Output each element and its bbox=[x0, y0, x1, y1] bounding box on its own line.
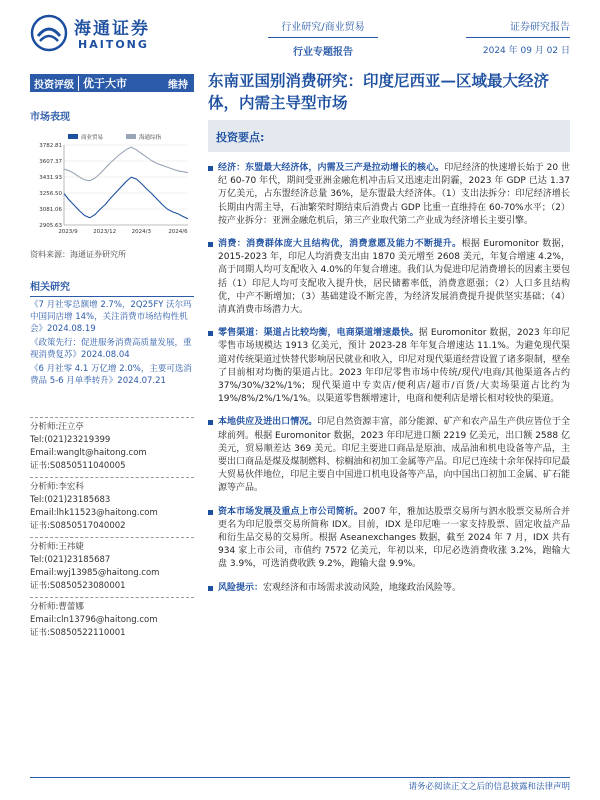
main-content bbox=[208, 70, 570, 595]
market-chart-svg bbox=[30, 131, 194, 241]
analyst-tel: Tel:(021)23185683 bbox=[30, 495, 111, 505]
legend-label: 商业贸易 bbox=[81, 135, 104, 141]
key-point-economy bbox=[208, 162, 570, 228]
x-tick-label: 2023/12 bbox=[93, 229, 117, 235]
report-category-block bbox=[268, 18, 378, 58]
key-point-risk bbox=[208, 582, 570, 595]
analyst-cert: 证书:S0850511040005 bbox=[30, 461, 126, 471]
rating-action: 维持 bbox=[168, 79, 188, 91]
legend-label: 海通综指 bbox=[139, 135, 162, 141]
logo-english-name: HAITONG bbox=[78, 38, 149, 51]
analyst-email[interactable]: Email:cln13796@haitong.com bbox=[30, 615, 158, 625]
analyst-name: 分析师:曹蕾娜 bbox=[30, 602, 84, 612]
series-line bbox=[64, 147, 188, 181]
footer-divider bbox=[30, 777, 570, 778]
report-category: 行业研究/商业贸易 bbox=[268, 18, 378, 38]
left-sidebar bbox=[30, 74, 194, 640]
analyst-email[interactable]: Email:wyj13985@haitong.com bbox=[30, 568, 160, 578]
y-tick-label: 2905.63 bbox=[39, 223, 62, 229]
related-research-item[interactable]: 《政策先行：促进服务消费高质量发展，重视消费复苏》2024.08.04 bbox=[30, 338, 192, 360]
key-point-consumption bbox=[208, 238, 570, 317]
legend-swatch bbox=[126, 134, 136, 139]
y-tick-label: 3081.06 bbox=[39, 207, 62, 213]
y-tick-label: 3782.81 bbox=[39, 143, 62, 149]
series-line bbox=[64, 177, 188, 219]
x-tick-label: 2024/6 bbox=[168, 229, 188, 235]
report-type: 行业专题报告 bbox=[293, 47, 353, 58]
key-point-capital-market bbox=[208, 506, 570, 572]
key-point-body: 印尼自然资源丰富，部分能源、矿产和农产品生产供应皆位于全球前列。根据 Euromonitor 数据，2023 年印尼进口额 2219 亿美元，出口额 2588 亿美元，贸易顺差达 369 美元。印尼主要进口商品是原油、成品油和机电设备等产品，主要出口商品是煤及煤制燃料、棕榈油和初加工金属等产品。印尼已连续十余年保持印尼最大贸易伙伴地位，印尼主要自中国进口机电设备等产品，向中国出口初加工金属、矿石能源等产品。 bbox=[218, 417, 570, 494]
report-date: 2024 年 09 月 02 日 bbox=[482, 46, 570, 56]
analyst-name: 分析师:李宏科 bbox=[30, 482, 84, 492]
related-research-item[interactable]: 《7 月社零总额增 2.7%，2Q25FY 沃尔玛中国同店增 14%，关注消费市场结构性机会》2024.08.19 bbox=[30, 300, 192, 334]
analyst-entry bbox=[30, 417, 194, 473]
report-label: 证券研究报告 bbox=[466, 18, 570, 38]
key-point-heading: 零售渠道：渠道占比较均衡，电商渠道增速最快。 bbox=[218, 328, 419, 339]
key-point-body: 印尼经济的快速增长始于 20 世纪 60-70 年代，期间受亚洲金融危机冲击后又迅速走出阴霾，2023 年 GDP 已达 1.37 万亿美元，占东盟经济总量 36%，是东盟最大经济体。（1）支出法拆分：印尼经济增长长期由内需主导，石油繁荣时期结束后消费占 GDP 比重一直维持在 60-70%水平；（2）按产业拆分：亚洲金融危机后，第三产业取代第二产业成为经济增长主要引擎。 bbox=[218, 163, 570, 226]
key-point-body: 宏观经济和市场需求波动风险，地缘政治风险等。 bbox=[263, 582, 462, 593]
related-research-title: 相关研究 bbox=[30, 278, 194, 297]
key-point-heading: 资本市场发展及重点上市公司简析。 bbox=[218, 506, 363, 517]
key-point-body: 据 Euromonitor 数据，2023 年印尼零售市场规模达 1913 亿美元，预计 2023-28 年年复合增速达 11.1%。为避免现代渠道对传统渠道过快替代影响居民就业和收入，印尼对现代渠道经营设置了诸多限制，壁垒了目前相对均衡的渠道占比。2023 年印尼零售市场中传统/现代/电商/其他渠道各占约 37%/30%/32%/1%；现代渠道中专卖店/便利店/超市/百货/大卖场渠道占比约为 19%/8%/2%/1%/1%。以渠道零售额增速计，电商和便利店是增长相对较快的渠道。 bbox=[218, 328, 570, 405]
key-point-heading: 本地供应及进出口情况。 bbox=[218, 417, 318, 428]
analyst-cert: 证书:S0850517040002 bbox=[30, 521, 126, 531]
key-point-retail-channels bbox=[208, 327, 570, 406]
key-points-header: 投资要点: bbox=[208, 120, 570, 152]
analyst-entry bbox=[30, 537, 194, 593]
rating-value: 优于大市 bbox=[83, 77, 127, 90]
analyst-entry bbox=[30, 477, 194, 533]
key-point-body: 根据 Euromonitor 数据，2015-2023 年，印尼人均消费支出由 1870 美元增至 2608 美元，年复合增速 4.2%，高于同期人均可支配收入 4.0%的年复合增速。我们认为促进印尼消费增长的因素主要包括（1）印尼人均可支配收入提升快，居民储蓄率低，消费意愿强；（2）人口多且结构优，中产不断增加；（3）基础建设不断完善，为经济发展消费提升提供坚实基础；（4）清真消费市场潜力大。 bbox=[218, 239, 570, 316]
related-research-item[interactable]: 《6 月社零 4.1 万亿增 2.0%，主要可选消费品 5-6 月单季转升》2024.07.21 bbox=[30, 364, 192, 386]
x-tick-label: 2023/9 bbox=[58, 229, 78, 235]
company-logo bbox=[30, 12, 170, 56]
key-point-heading: 消费：消费群体庞大且结构优，消费意愿及能力不断提升。 bbox=[218, 239, 462, 250]
y-tick-label: 3607.37 bbox=[39, 159, 62, 165]
x-tick-label: 2024/3 bbox=[131, 229, 152, 235]
y-tick-label: 3431.93 bbox=[39, 175, 62, 181]
legend-swatch bbox=[68, 134, 78, 139]
analyst-tel: Tel:(021)23185687 bbox=[30, 555, 111, 565]
rating-label: 投资评级 bbox=[30, 76, 79, 91]
key-point-trade bbox=[208, 416, 570, 495]
analyst-email[interactable]: Email:wanglt@haitong.com bbox=[30, 448, 147, 458]
key-point-body: 2007 年，雅加达股票交易所与泗水股票交易所合并更名为印尼股票交易所简称 IDX。目前，IDX 是印尼唯一一家支持股票、固定收益产品和衍生品交易的交易所。根据 Aseanexchanges 数据，截至 2024 年 7 月，IDX 共有 934 家上市公司，市值约 7572 亿美元，年初以来，印尼必选消费收涨 3.2%，跑输大盘 3.9%，可选消费收跌 9.2%，跑输大盘 9.9%。 bbox=[218, 506, 570, 570]
key-point-heading: 风险提示： bbox=[218, 582, 264, 593]
investment-rating-bar bbox=[30, 74, 194, 92]
report-meta-block bbox=[466, 18, 570, 56]
page-header bbox=[0, 0, 600, 64]
analyst-list bbox=[30, 417, 194, 640]
analyst-name: 分析师:汪立亭 bbox=[30, 422, 84, 432]
report-title: 东南亚国别消费研究：印度尼西亚—区域最大经济体，内需主导型市场 bbox=[208, 71, 550, 112]
analyst-email[interactable]: Email:lhk11523@haitong.com bbox=[30, 508, 158, 518]
analyst-cert: 证书:S0850523080001 bbox=[30, 581, 126, 591]
market-performance-title: 市场表现 bbox=[30, 112, 70, 123]
analyst-cert: 证书:S0850522110001 bbox=[30, 628, 126, 638]
analyst-entry bbox=[30, 597, 194, 640]
chart-source: 资料来源：海通证券研究所 bbox=[30, 250, 126, 259]
key-point-heading: 经济：东盟最大经济体，内需及三产是拉动增长的核心。 bbox=[218, 163, 445, 173]
footer-disclaimer: 请务必阅读正文之后的信息披露和法律声明 bbox=[408, 782, 570, 792]
analyst-name: 分析师:王祎婕 bbox=[30, 542, 84, 552]
analyst-tel: Tel:(021)23219399 bbox=[30, 435, 111, 445]
haitong-logo-icon bbox=[30, 14, 68, 52]
logo-chinese-name: 海通证券 bbox=[74, 19, 150, 39]
market-performance-chart bbox=[30, 131, 194, 241]
y-tick-label: 3256.50 bbox=[39, 191, 62, 197]
